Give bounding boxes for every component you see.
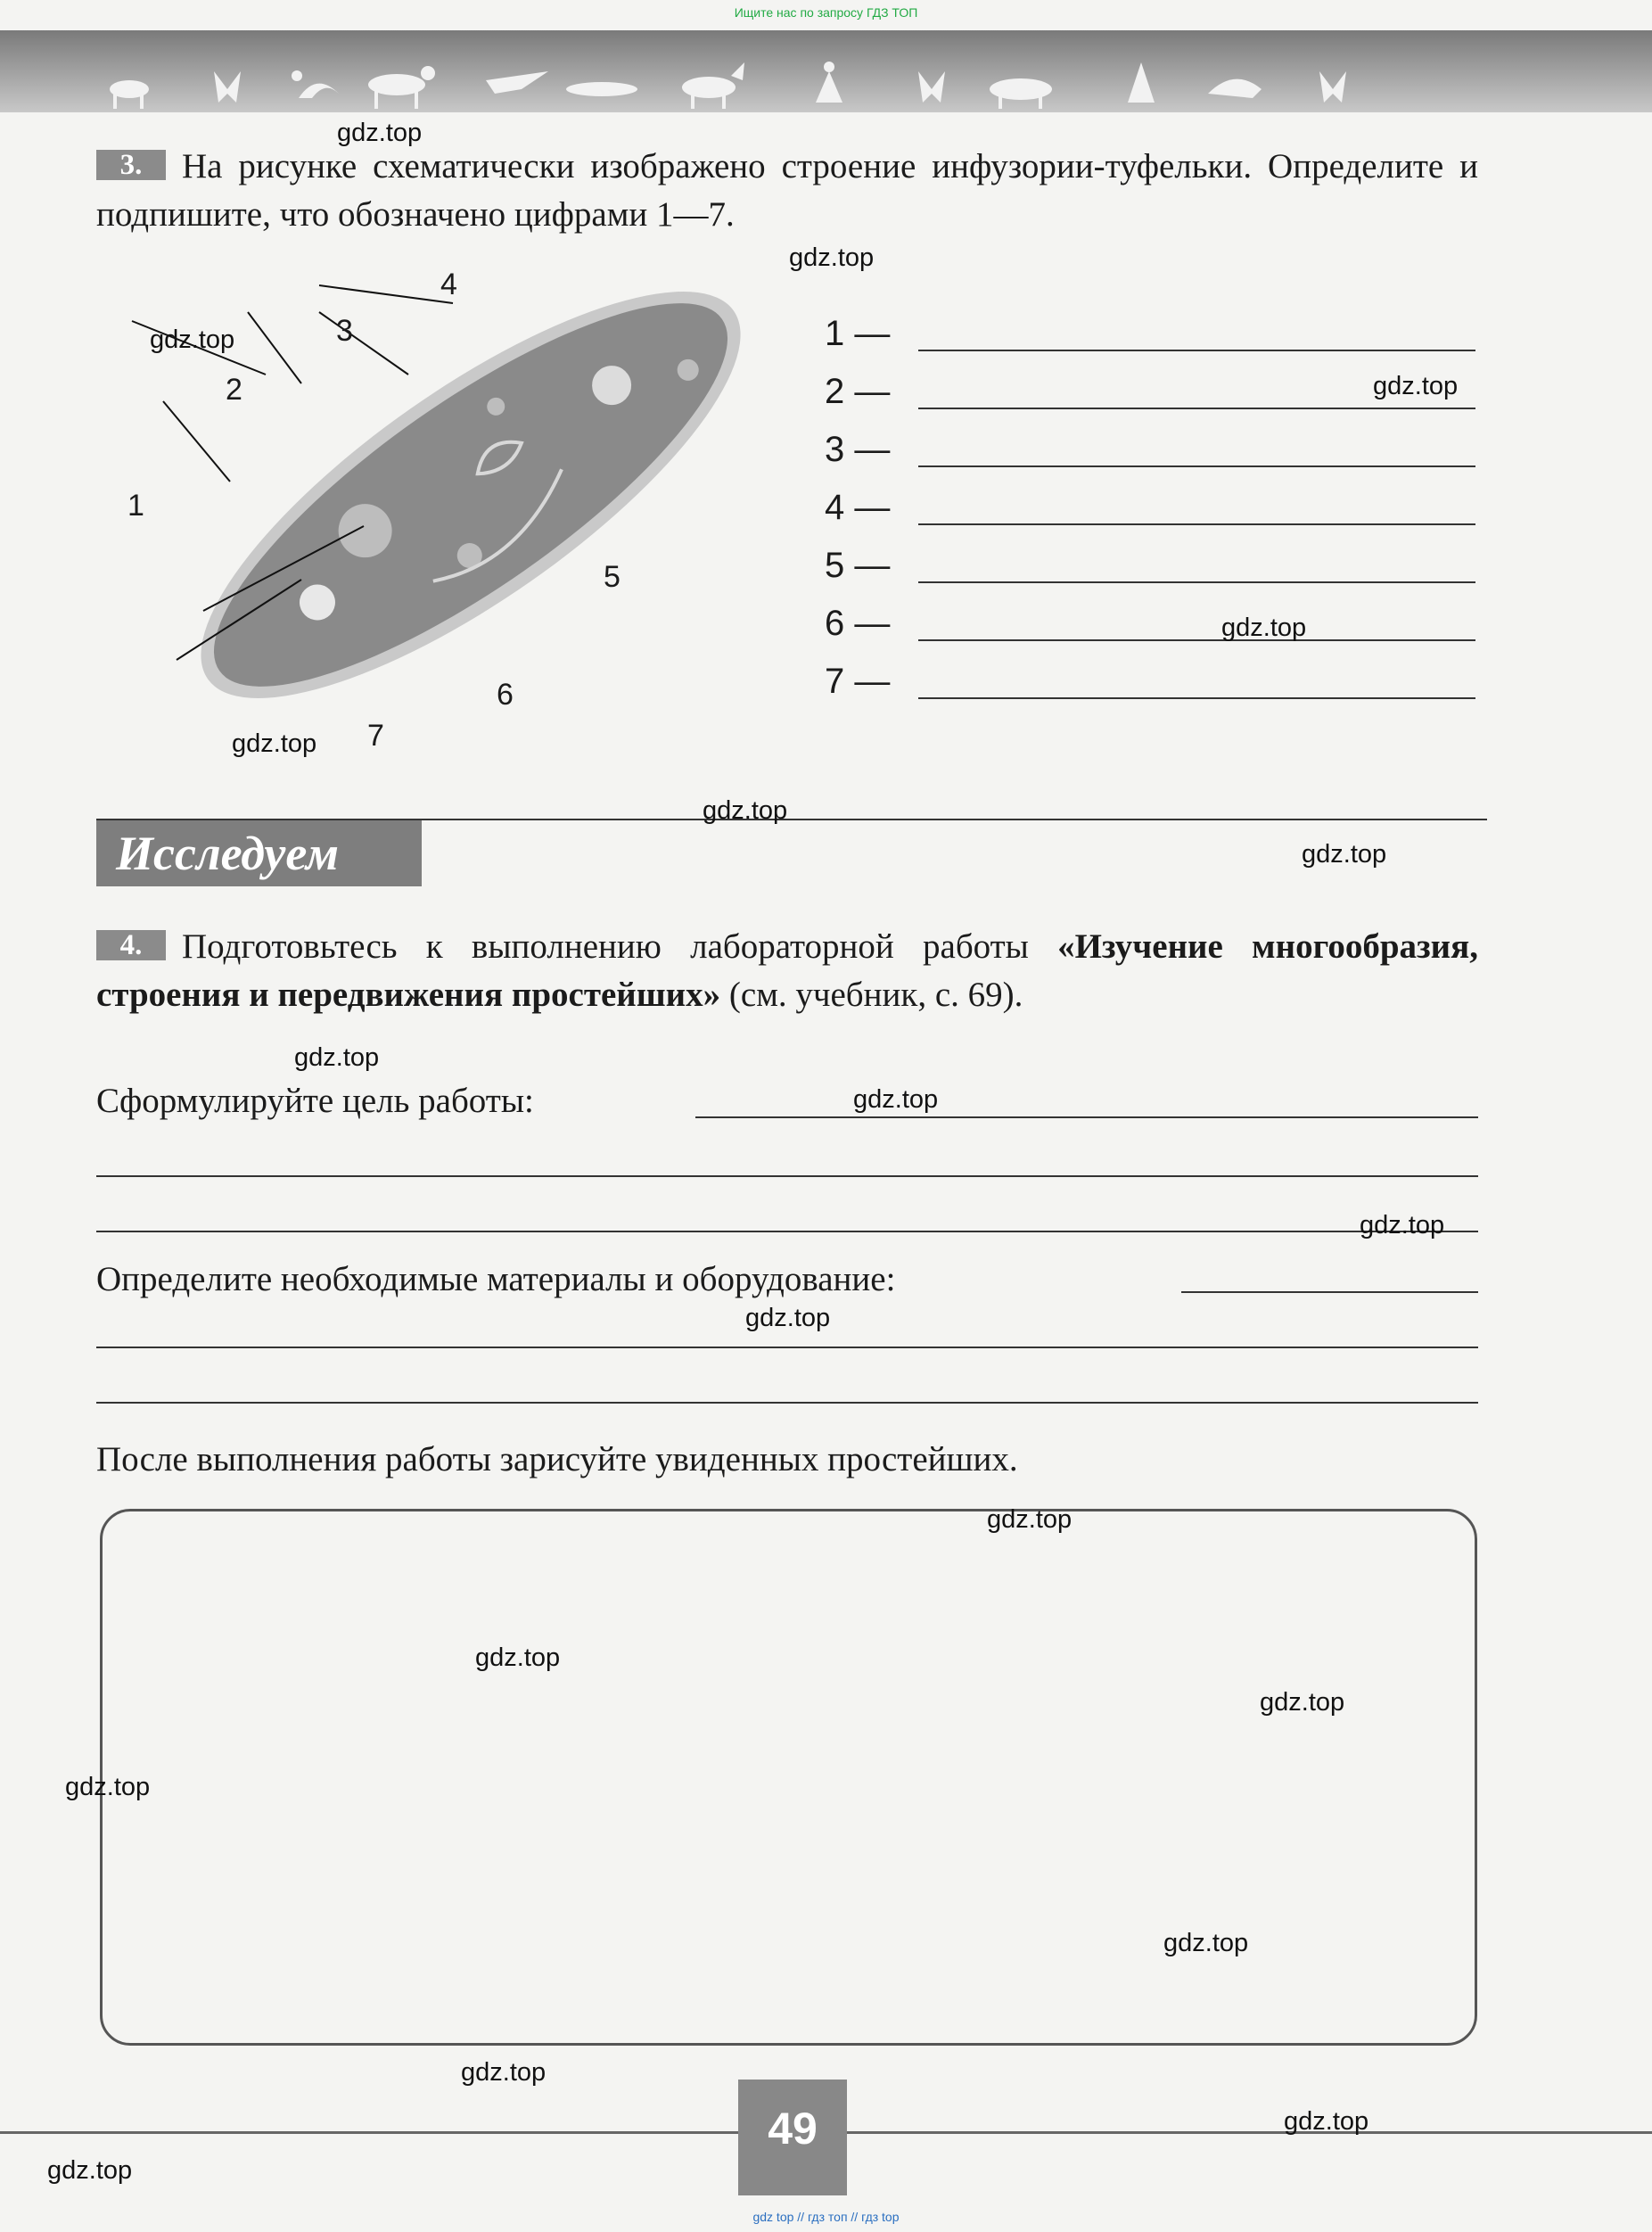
animal-silhouettes-icon — [103, 54, 1493, 112]
task4-text: 4. Подготовьтесь к выполнению лабораторной работы «Изучение многообразия, строения и передвижения простейших» (см. учебник, с. 69). — [96, 927, 1478, 1014]
answer-row-5[interactable]: 5 — — [825, 546, 1475, 599]
figure-label-4: 4 — [440, 268, 457, 301]
answer-row-1[interactable]: 1 — — [825, 314, 1475, 367]
figure-label-3: 3 — [336, 314, 353, 348]
watermark: gdz.top — [232, 729, 317, 758]
task4-number: 4. — [96, 930, 166, 960]
task3-question: На рисунке схематически изображено строение инфузории-туфельки. Определите и подпишите, что обозначено цифрами 1—7. — [96, 147, 1478, 234]
goal-prompt: Сформулируйте цель работы: — [96, 1082, 534, 1120]
figure-label-5: 5 — [604, 560, 621, 594]
answer-row-4[interactable]: 4 — — [825, 488, 1475, 541]
watermark: gdz.top — [461, 2058, 547, 2087]
figure-label-6: 6 — [497, 678, 514, 712]
answer-row-3[interactable]: 3 — — [825, 430, 1475, 483]
watermark: gdz.top — [853, 1085, 939, 1114]
watermark: gdz.top — [1163, 1929, 1249, 1957]
draw-prompt: После выполнения работы зарисуйте увиденных простейших. — [96, 1440, 1018, 1478]
watermark: gdz.top — [987, 1505, 1073, 1534]
watermark: gdz.top — [1302, 840, 1387, 869]
goal-line-3[interactable] — [96, 1231, 1478, 1232]
goal-line-2[interactable] — [96, 1175, 1478, 1177]
watermark: gdz.top — [1221, 614, 1307, 642]
figure-label-2: 2 — [226, 373, 242, 407]
goal-line-1[interactable] — [695, 1116, 1478, 1118]
watermark: gdz.top — [1260, 1688, 1345, 1717]
materials-line-2[interactable] — [96, 1347, 1478, 1348]
watermark: gdz.top — [150, 325, 235, 354]
top-note: Ищите нас по запросу ГДЗ ТОП — [734, 5, 918, 20]
watermark: gdz.top — [1284, 2107, 1369, 2136]
figure-label-7: 7 — [367, 719, 384, 753]
bottom-note: gdz top // гдз топ // гдз top — [752, 2210, 900, 2224]
answer-row-6[interactable]: 6 — — [825, 604, 1475, 657]
watermark: gdz.top — [337, 119, 423, 147]
watermark: gdz.top — [47, 2156, 133, 2185]
answer-row-7[interactable]: 7 — — [825, 662, 1475, 715]
materials-line-3[interactable] — [96, 1402, 1478, 1404]
drawing-area[interactable] — [100, 1509, 1477, 2046]
watermark: gdz.top — [1360, 1211, 1445, 1240]
watermark: gdz.top — [789, 243, 875, 272]
watermark: gdz.top — [1373, 372, 1459, 400]
section-title: Исследуем — [96, 820, 422, 886]
watermark: gdz.top — [294, 1043, 380, 1072]
watermark: gdz.top — [745, 1304, 831, 1332]
watermark: gdz.top — [475, 1643, 561, 1672]
page-number: 49 — [738, 2080, 847, 2195]
figure-label-1: 1 — [127, 489, 144, 523]
materials-prompt: Определите необходимые материалы и оборудование: — [96, 1260, 896, 1298]
watermark: gdz.top — [65, 1773, 151, 1801]
watermark: gdz.top — [703, 796, 788, 825]
task3-number: 3. — [96, 150, 166, 180]
materials-line-1[interactable] — [1181, 1291, 1478, 1293]
answer-row-2[interactable]: 2 — — [825, 372, 1475, 425]
task3-text — [96, 143, 1478, 239]
